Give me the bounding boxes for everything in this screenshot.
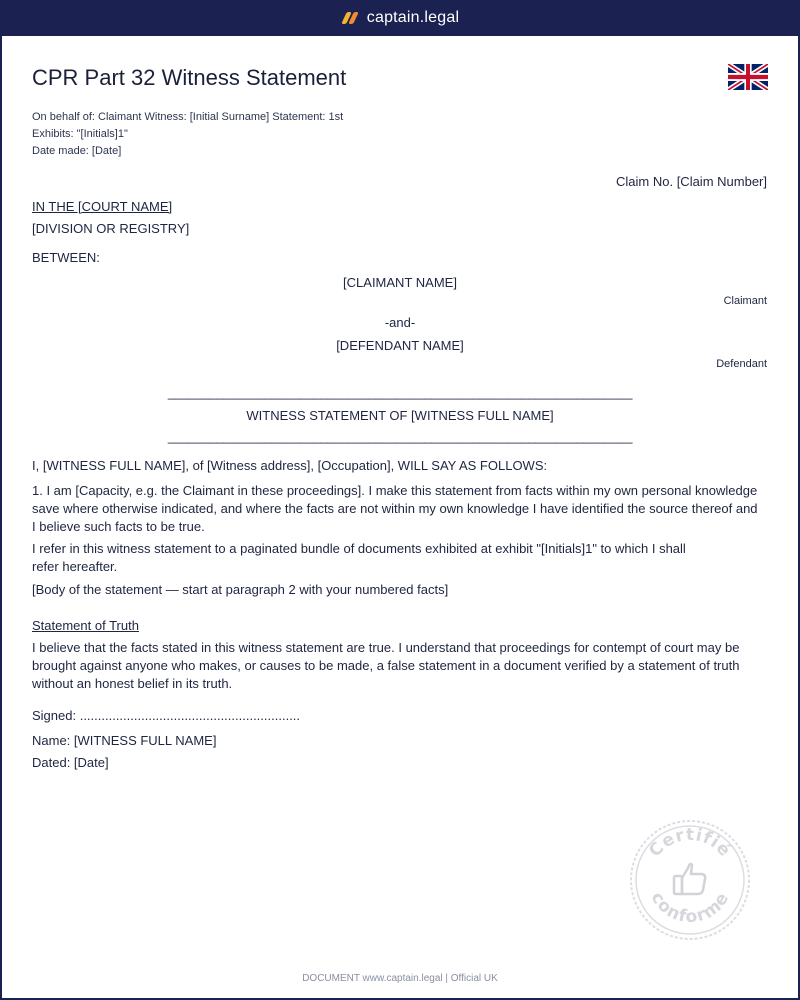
meta-behalf: On behalf of: Claimant Witness: [Initial Surname] Statement: 1st: [32, 111, 344, 123]
court-name: IN THE [COURT NAME]: [32, 199, 173, 214]
claimant-name: [CLAIMANT NAME]: [343, 275, 457, 290]
witness-statement-heading: WITNESS STATEMENT OF [WITNESS FULL NAME]: [246, 408, 554, 423]
brand[interactable]: [341, 9, 459, 27]
brand-name: captain.legal: [366, 9, 460, 26]
paragraph-body-placeholder: [Body of the statement — start at paragraph 2 with your numbered facts]: [32, 582, 449, 597]
and-separator: -and-: [384, 315, 416, 330]
certified-stamp-icon: [628, 818, 752, 942]
paragraph-1: 1. I am [Capacity, e.g. the Claimant in these proceedings]. I make this statement from facts within my own personal knowledge save where otherwise indicated, and where the facts are not within my own knowledge I have identified the source thereof and I believe such facts to be true.: [32, 483, 758, 534]
divider-top: ___________________________________________________________________: [167, 385, 633, 400]
stamp-text-bottom: conforme: [646, 888, 734, 928]
stamp-text-top: Certifié: [645, 824, 735, 862]
document-page: [2, 36, 798, 998]
division: [DIVISION OR REGISTRY]: [32, 221, 190, 236]
witness-name: Name: [WITNESS FULL NAME]: [32, 733, 217, 748]
document-title: CPR Part 32 Witness Statement: [32, 65, 347, 90]
thumbs-up-icon: [674, 864, 705, 894]
defendant-name: [DEFENDANT NAME]: [336, 338, 464, 353]
intro-paragraph: I, [WITNESS FULL NAME], of [Witness address], [Occupation], WILL SAY AS FOLLOWS:: [32, 458, 548, 473]
claim-number: Claim No. [Claim Number]: [616, 174, 767, 189]
divider-bottom: ___________________________________________________________________: [167, 429, 633, 444]
uk-flag-icon: [728, 64, 768, 90]
meta-exhibits: Exhibits: "[Initials]1": [32, 128, 128, 140]
meta-date-made: Date made: [Date]: [32, 145, 122, 157]
footer-text: DOCUMENT www.captain.legal | Official UK: [302, 973, 498, 984]
paragraph-exhibit: I refer in this witness statement to a paginated bundle of documents exhibited at exhibit "[Initials]1" to which I shall refer hereafter.: [32, 541, 686, 574]
statement-of-truth-text: I believe that the facts stated in this witness statement are true. I understand that proceedings for contempt of court may be brought against anyone who makes, or causes to be made, a false statement in a document verified by a statement of truth without an honest belief in its truth.: [32, 640, 740, 691]
between-label: BETWEEN:: [32, 250, 100, 265]
signed-line: Signed: .............................................................: [32, 708, 301, 723]
dated-line: Dated: [Date]: [32, 755, 109, 770]
defendant-label: Defendant: [716, 358, 767, 370]
captain-logo-icon: [341, 11, 359, 25]
statement-of-truth-heading: Statement of Truth: [32, 618, 139, 633]
top-bar: [0, 0, 800, 36]
claimant-label: Claimant: [723, 295, 767, 307]
